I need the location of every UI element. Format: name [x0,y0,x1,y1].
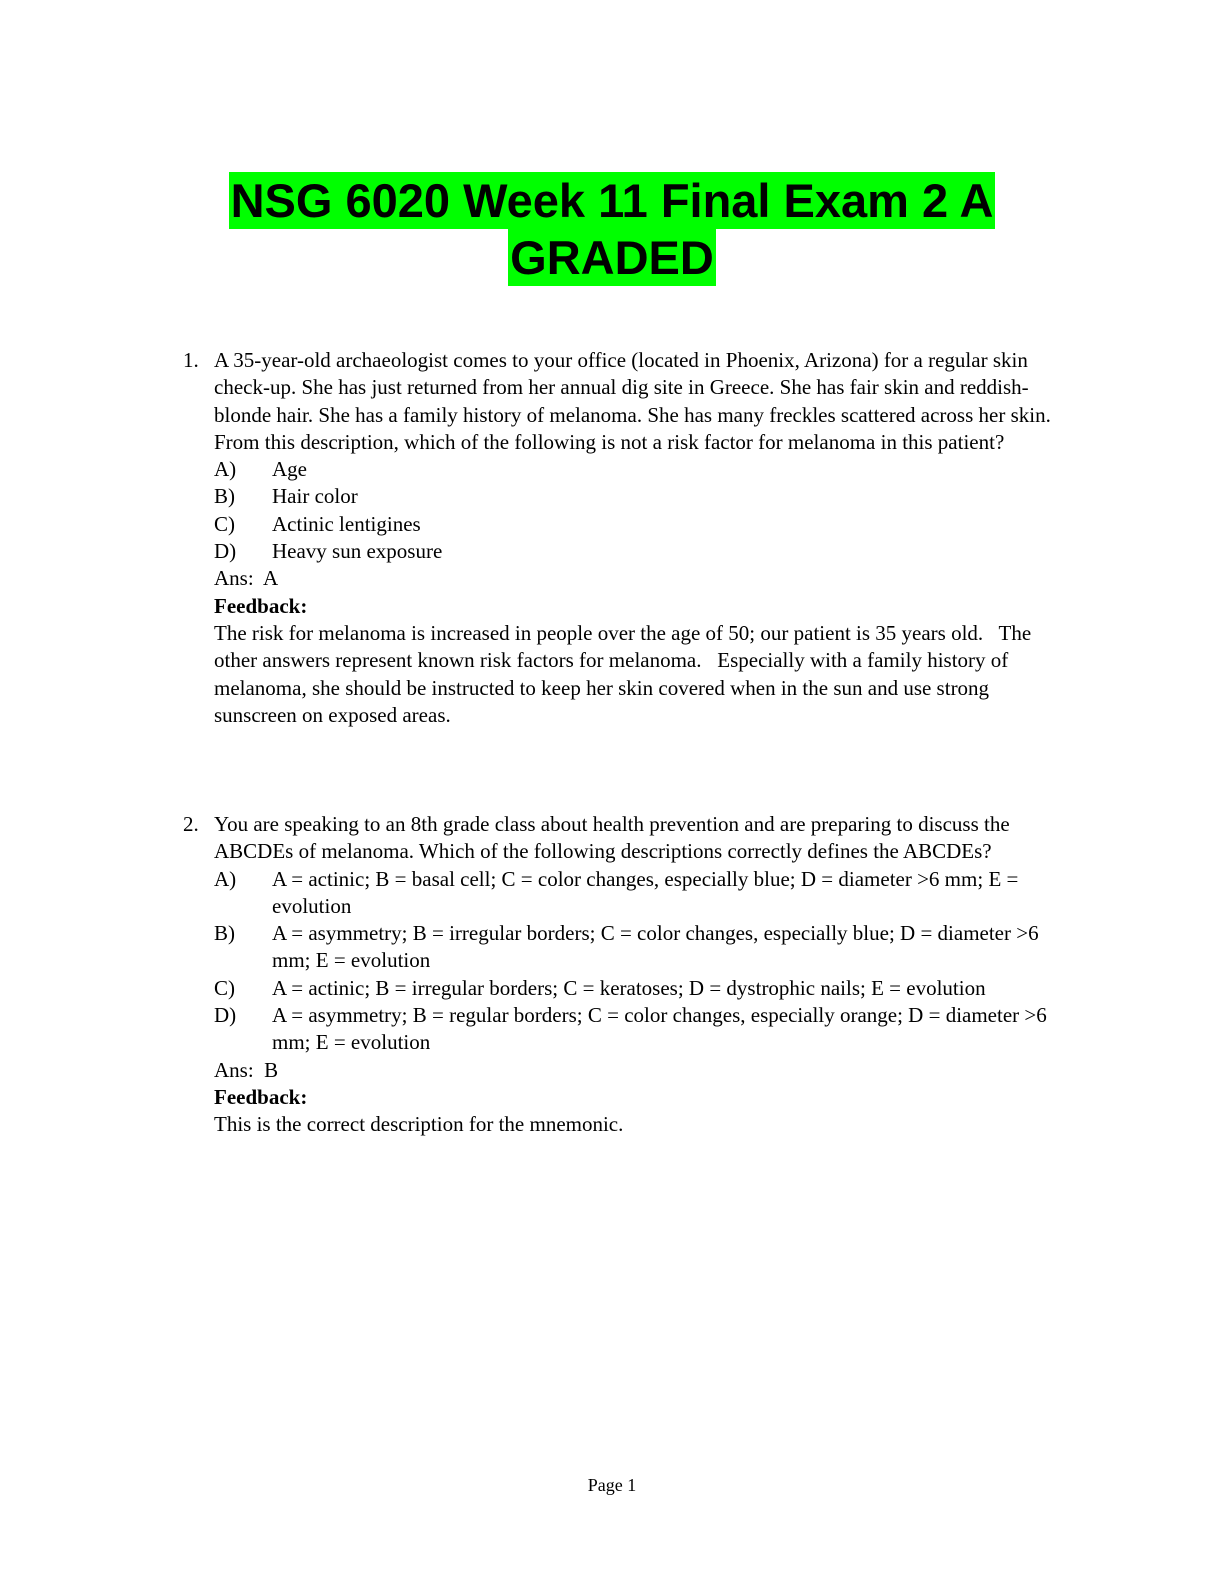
option-c [214,975,1063,1002]
option-text: Actinic lentigines [272,511,421,536]
option-a [214,456,1063,483]
question-stem: You are speaking to an 8th grade class about health prevention and are preparing to discuss the ABCDEs of melanoma. Which of the following descriptions correctly defines the ABCDEs? [214,812,1010,864]
option-text: A = actinic; B = irregular borders; C = keratoses; D = dystrophic nails; E = evolution [272,975,986,1000]
option-letter: D) [214,1003,237,1028]
option-letter: D) [214,539,237,564]
title-line-2: GRADED [510,231,714,284]
option-text: Age [272,457,307,482]
option-text: A = actinic; B = basal cell; C = color changes, especially blue; D = diameter >6 mm; E = evolution [272,866,1019,918]
question-body [214,811,1063,1139]
option-d [214,538,1063,565]
option-letter: B) [214,921,235,946]
option-text: Hair color [272,484,358,509]
option-text: A = asymmetry; B = irregular borders; C = color changes, especially blue; D = diameter >6 mm; E = evolution [272,921,1039,973]
option-text: Heavy sun exposure [272,539,443,564]
option-b [214,483,1063,510]
title-line-1: NSG 6020 Week 11 Final Exam 2 A [230,174,994,227]
question-2 [183,811,1063,1139]
document-title [150,172,1074,286]
option-letter: C) [214,975,235,1000]
option-c [214,511,1063,538]
answer-line: Ans: B [214,1057,279,1082]
feedback-text: The risk for melanoma is increased in people over the age of 50; our patient is 35 years old. The other answers represent known risk factors for melanoma. Especially with a family history of melanoma, she should be instructed to keep her skin covered when in the sun and use strong sunscreen on exposed areas. [214,620,1037,727]
option-text: A = asymmetry; B = regular borders; C = color changes, especially orange; D = diameter >6 mm; E = evolution [272,1003,1047,1055]
page-number: Page 1 [587,1475,637,1495]
feedback-label: Feedback: [214,1084,308,1109]
option-letter: A) [214,866,237,891]
option-letter: C) [214,511,235,536]
feedback-text: This is the correct description for the mnemonic. [214,1112,624,1137]
question-1 [183,347,1063,729]
feedback-label: Feedback: [214,593,308,618]
option-a [214,866,1063,921]
option-b [214,920,1063,975]
question-stem: A 35-year-old archaeologist comes to your office (located in Phoenix, Arizona) for a regular skin check-up. She has just returned from her annual dig site in Greece. She has fair skin and reddish-blonde hair. She has a family history of melanoma. She has many freckles scattered across her skin. From this description, which of the following is not a risk factor for melanoma in this patient? [214,348,1051,454]
question-number: 2. [183,812,199,836]
option-d [214,1002,1063,1057]
option-letter: A) [214,457,237,482]
answer-line: Ans: A [214,566,279,591]
question-body [214,347,1063,729]
question-number: 1. [183,348,199,372]
option-letter: B) [214,484,235,509]
